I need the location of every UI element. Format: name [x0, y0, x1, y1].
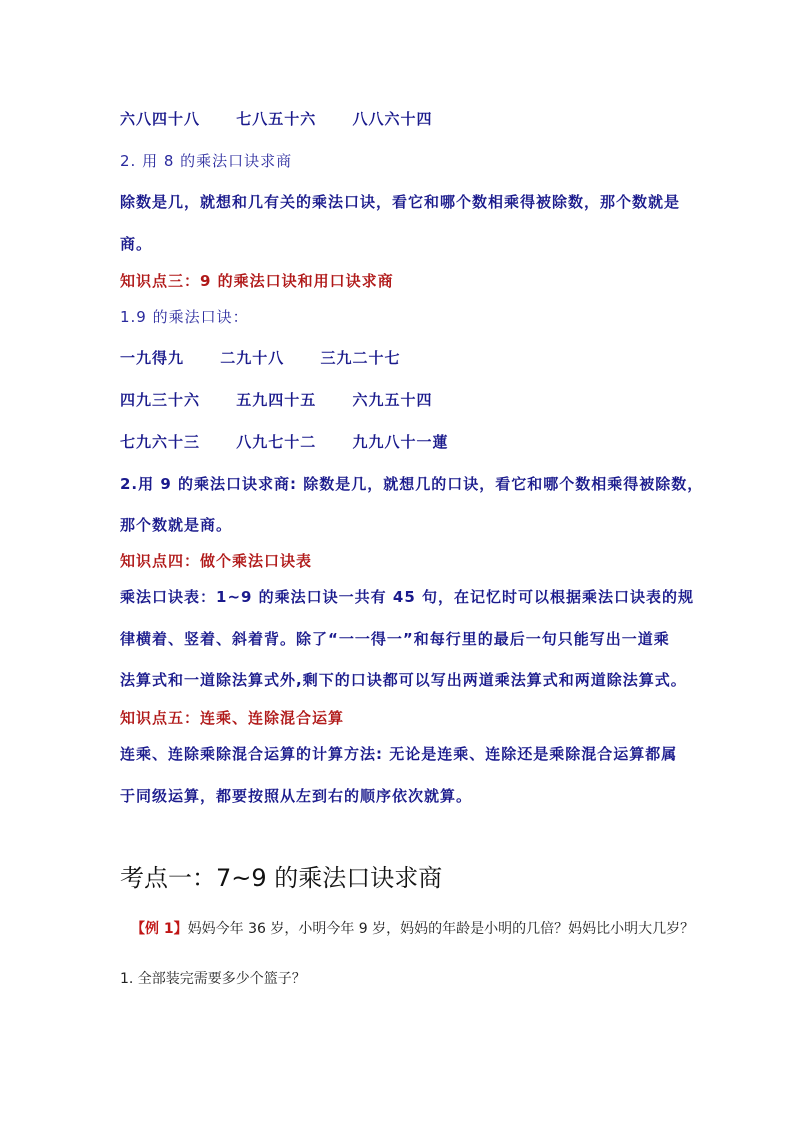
knowledge-point-3-title: 知识点三：9 的乘法口诀和用口诀求商 [120, 272, 394, 290]
paragraph-line: 法算式和一道除法算式外,剩下的口诀都可以写出两道乘法算式和两道除法算式。 [120, 671, 687, 689]
subpoint-8-division: 2. 用 8 的乘法口诀求商 [120, 152, 293, 170]
paragraph-line: 除数是几，就想和几有关的乘法口诀，看它和哪个数相乘得被除数，那个数就是 [120, 193, 681, 211]
rhyme-item: 一九得九 [120, 349, 185, 367]
paragraph-line: 连乘、连除乘除混合运算的计算方法: 无论是连乘、连除还是乘除混合运算都属 [120, 745, 678, 763]
question-1: 1. 全部装完需要多少个篮子？ [120, 971, 306, 987]
section-heading: 考点一：7~9 的乘法口诀求商 [120, 864, 443, 892]
mult-table-row-9 [120, 389, 433, 410]
rhyme-item: 八九七十二 [236, 433, 317, 451]
subpoint-9-table: 1.9 的乘法口诀： [120, 308, 249, 326]
rhyme-item: 二九十八 [220, 349, 285, 367]
paragraph-line: 律横着、竖着、斜着背。除了“一一得一”和每行里的最后一句只能写出一道乘 [120, 630, 670, 648]
rhyme-item: 六八四十八 [120, 110, 201, 128]
knowledge-point-4-title: 知识点四：做个乘法口诀表 [120, 552, 313, 570]
rhyme-item: 五九四十五 [236, 391, 317, 409]
rhyme-item: 七九六十三 [120, 433, 201, 451]
paragraph-line: 那个数就是商。 [120, 516, 233, 534]
rhyme-item: 八八六十四 [352, 110, 433, 128]
paragraph-line: 于同级运算，都要按照从左到右的顺序依次就算。 [120, 787, 473, 805]
mult-table-row-8 [120, 108, 433, 129]
mult-table-row-9 [120, 347, 401, 368]
example-tag: 【例 1】 [131, 921, 188, 937]
example-text: 妈妈今年 36 岁，小明今年 9 岁，妈妈的年龄是小明的几倍？妈妈比小明大几岁？ [187, 921, 695, 937]
paragraph-line: 乘法口诀表：1~9 的乘法口诀一共有 45 句，在记忆时可以根据乘法口诀表的规 [120, 588, 694, 606]
mult-table-row-9 [120, 431, 449, 452]
rhyme-item: 七八五十六 [236, 110, 317, 128]
example-1 [131, 918, 694, 938]
rhyme-item: 九九八十一蓮 [352, 433, 449, 451]
rhyme-item: 三九二十七 [320, 349, 401, 367]
paragraph-line: 2.用 9 的乘法口诀求商: 除数是几，就想几的口诀，看它和哪个数相乘得被除数， [120, 475, 704, 493]
rhyme-item: 六九五十四 [352, 391, 433, 409]
paragraph-line: 商。 [120, 235, 153, 253]
knowledge-point-5-title: 知识点五：连乘、连除混合运算 [120, 709, 345, 727]
rhyme-item: 四九三十六 [120, 391, 201, 409]
